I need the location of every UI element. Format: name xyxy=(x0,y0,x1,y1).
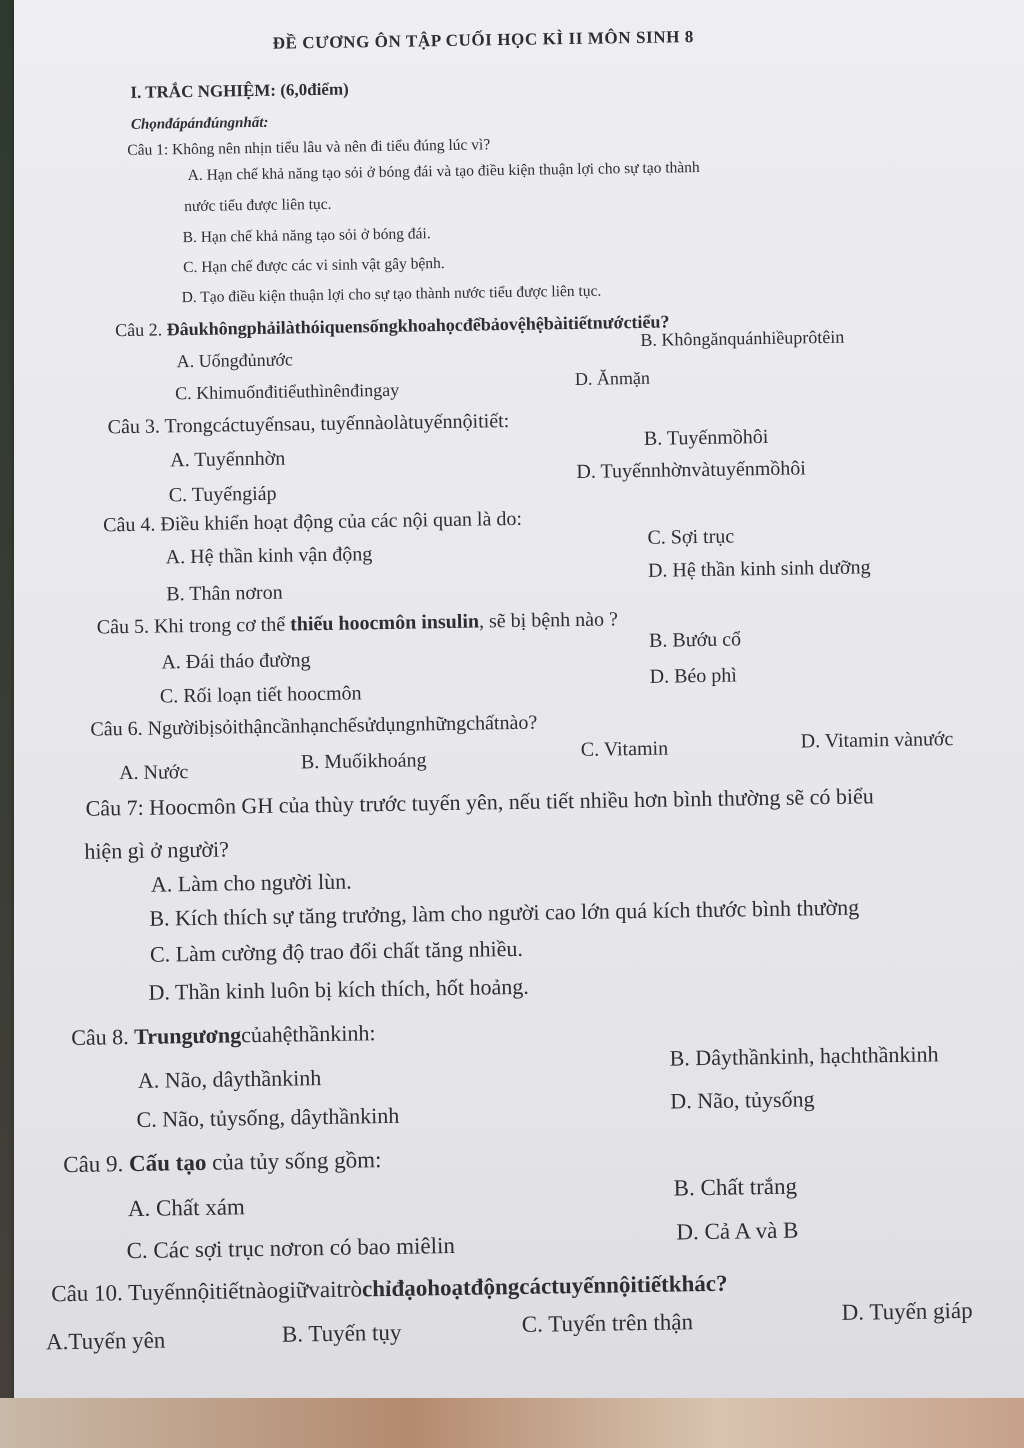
question-8-text-bold: Trungương xyxy=(133,1022,242,1049)
question-10-option-c: C. Tuyến trên thận xyxy=(521,1309,694,1337)
question-9 xyxy=(63,1147,382,1178)
question-4-option-b: B. Thân nơron xyxy=(166,581,283,606)
question-7-option-a: A. Làm cho người lùn. xyxy=(150,868,352,897)
question-9-option-d: D. Cả A và B xyxy=(676,1217,799,1245)
question-1-option-c: C. Hạn chế được các vi sinh vật gây bệnh. xyxy=(183,255,445,277)
question-10-option-b: B. Tuyến tụy xyxy=(281,1319,402,1347)
question-1-label: Câu 1: xyxy=(127,141,169,159)
question-7-option-d: D. Thần kinh luôn bị kích thích, hốt hoảng. xyxy=(148,973,529,1005)
question-5-text-pre: Câu 5. Khi trong cơ thể xyxy=(96,613,291,639)
question-8-option-a: A. Não, dâythầnkinh xyxy=(137,1065,322,1093)
question-7-option-c: C. Làm cường độ trao đổi chất tăng nhiều. xyxy=(149,935,524,967)
question-2-option-a: A. Uốngđủnước xyxy=(176,349,294,372)
question-8-text-pre: Câu 8. xyxy=(71,1023,135,1050)
question-10 xyxy=(51,1271,728,1308)
question-8 xyxy=(71,1020,376,1050)
question-4-option-d: D. Hệ thần kinh sinh dưỡng xyxy=(647,556,871,582)
question-8-option-c: C. Não, tủysống, dâythầnkinh xyxy=(136,1102,400,1132)
question-8-option-d: D. Não, tủysống xyxy=(670,1086,815,1114)
question-10-option-d: D. Tuyến giáp xyxy=(841,1297,973,1325)
question-2-option-d: D. Ănmặn xyxy=(574,367,651,389)
question-1-option-d: D. Tạo điều kiện thuận lợi cho sự tạo thành nước tiểu được liên tục. xyxy=(181,282,602,307)
question-2-option-c: C. Khimuốnđitiểuthìnênđingay xyxy=(174,379,400,404)
question-5-option-b: B. Bướu cổ xyxy=(648,628,742,652)
question-2-label: Câu 2. xyxy=(114,319,163,341)
question-9-text-pre: Câu 9. xyxy=(63,1151,130,1178)
question-3-option-b: B. Tuyếnmồhôi xyxy=(643,425,769,450)
question-7-line-2: hiện gì ở người? xyxy=(84,836,230,864)
question-9-option-c: C. Các sợi trục nơron có bao miêlin xyxy=(126,1232,456,1264)
question-1-option-a: A. Hạn chế khả năng tạo sỏi ở bóng đái và tạo điều kiện thuận lợi cho sự tạo thành xyxy=(187,158,700,185)
question-5-text-post: , sẽ bị bệnh nào ? xyxy=(478,608,619,633)
question-10-option-a: A.Tuyến yên xyxy=(45,1327,166,1355)
question-9-option-b: B. Chất trắng xyxy=(673,1173,798,1201)
question-8-text-post: củahệthầnkinh: xyxy=(240,1020,376,1048)
question-5-option-a: A. Đái tháo đường xyxy=(161,649,311,674)
instruction: Chọnđápánđúngnhất: xyxy=(130,114,269,133)
question-6-option-b: B. Muốikhoáng xyxy=(300,749,427,774)
question-1-option-a-cont: nước tiểu được liên tục. xyxy=(184,195,332,216)
question-4-option-c: C. Sợi trục xyxy=(647,525,735,549)
question-10-text-pre: Câu 10. Tuyếnnộitiếtnàogiữvaitrò xyxy=(51,1276,363,1307)
question-9-text-post: của tủy sống gồm: xyxy=(206,1147,382,1175)
question-5-option-c: C. Rối loạn tiết hoocmôn xyxy=(159,682,362,708)
question-7-option-b: B. Kích thích sự tăng trưởng, làm cho người cao lớn quá kích thước bình thường xyxy=(149,894,860,931)
question-6-option-d: D. Vitamin vànước xyxy=(800,728,954,753)
question-1 xyxy=(127,136,490,160)
question-3-option-d: D. Tuyếnnhờnvàtuyếnmồhôi xyxy=(576,457,807,483)
question-1-text: Không nên nhịn tiểu lâu và nên đi tiểu đúng lúc vì? xyxy=(171,136,491,159)
question-6: Câu 6. Ngườibịsỏithậncầnhạnchếsửdụngnhữngchấtnào? xyxy=(90,711,538,741)
question-9-text-bold: Cấu tạo xyxy=(128,1149,207,1177)
question-6-option-c: C. Vitamin xyxy=(580,737,669,761)
question-5 xyxy=(97,608,618,639)
question-2 xyxy=(115,311,670,340)
question-6-option-a: A. Nước xyxy=(118,761,189,785)
question-5-text-bold: thiếu hoocmôn insulin xyxy=(289,610,480,636)
question-1-option-b: B. Hạn chế khả năng tạo sỏi ở bóng đái. xyxy=(182,225,431,247)
question-3-option-c: C. Tuyếngiáp xyxy=(168,482,277,507)
question-8-option-b: B. Dâythầnkinh, hạchthầnkinh xyxy=(669,1041,939,1071)
question-7-line-1: Câu 7: Hoocmôn GH của thùy trước tuyến yên, nếu tiết nhiều hơn bình thường sẽ có biểu xyxy=(85,783,875,821)
question-2-option-b: B. Khôngănquánhiềuprôtêin xyxy=(640,326,845,350)
document-title: ĐỀ CƯƠNG ÔN TẬP CUỐI HỌC KÌ II MÔN SINH 8 xyxy=(272,27,695,53)
question-2-text: Đâukhôngphảilàthóiquensốngkhoahọcđểbảovệhệbàitiếtnướctiểu? xyxy=(166,311,670,340)
question-4-option-a: A. Hệ thần kinh vận động xyxy=(165,543,373,569)
question-4: Câu 4. Điều khiển hoạt động của các nội quan là do: xyxy=(103,507,523,537)
question-10-text-bold: chỉđạohoạtđộngcáctuyếnnộitiếtkhác? xyxy=(361,1270,728,1302)
question-3-option-a: A. Tuyếnnhờn xyxy=(170,447,286,472)
section-heading: I. TRẮC NGHIỆM: (6,0điểm) xyxy=(130,79,349,102)
question-9-option-a: A. Chất xám xyxy=(127,1194,246,1222)
question-5-option-d: D. Béo phì xyxy=(649,664,738,688)
question-3: Câu 3. Trongcáctuyếnsau, tuyếnnàolàtuyếnnộitiết: xyxy=(107,410,510,439)
